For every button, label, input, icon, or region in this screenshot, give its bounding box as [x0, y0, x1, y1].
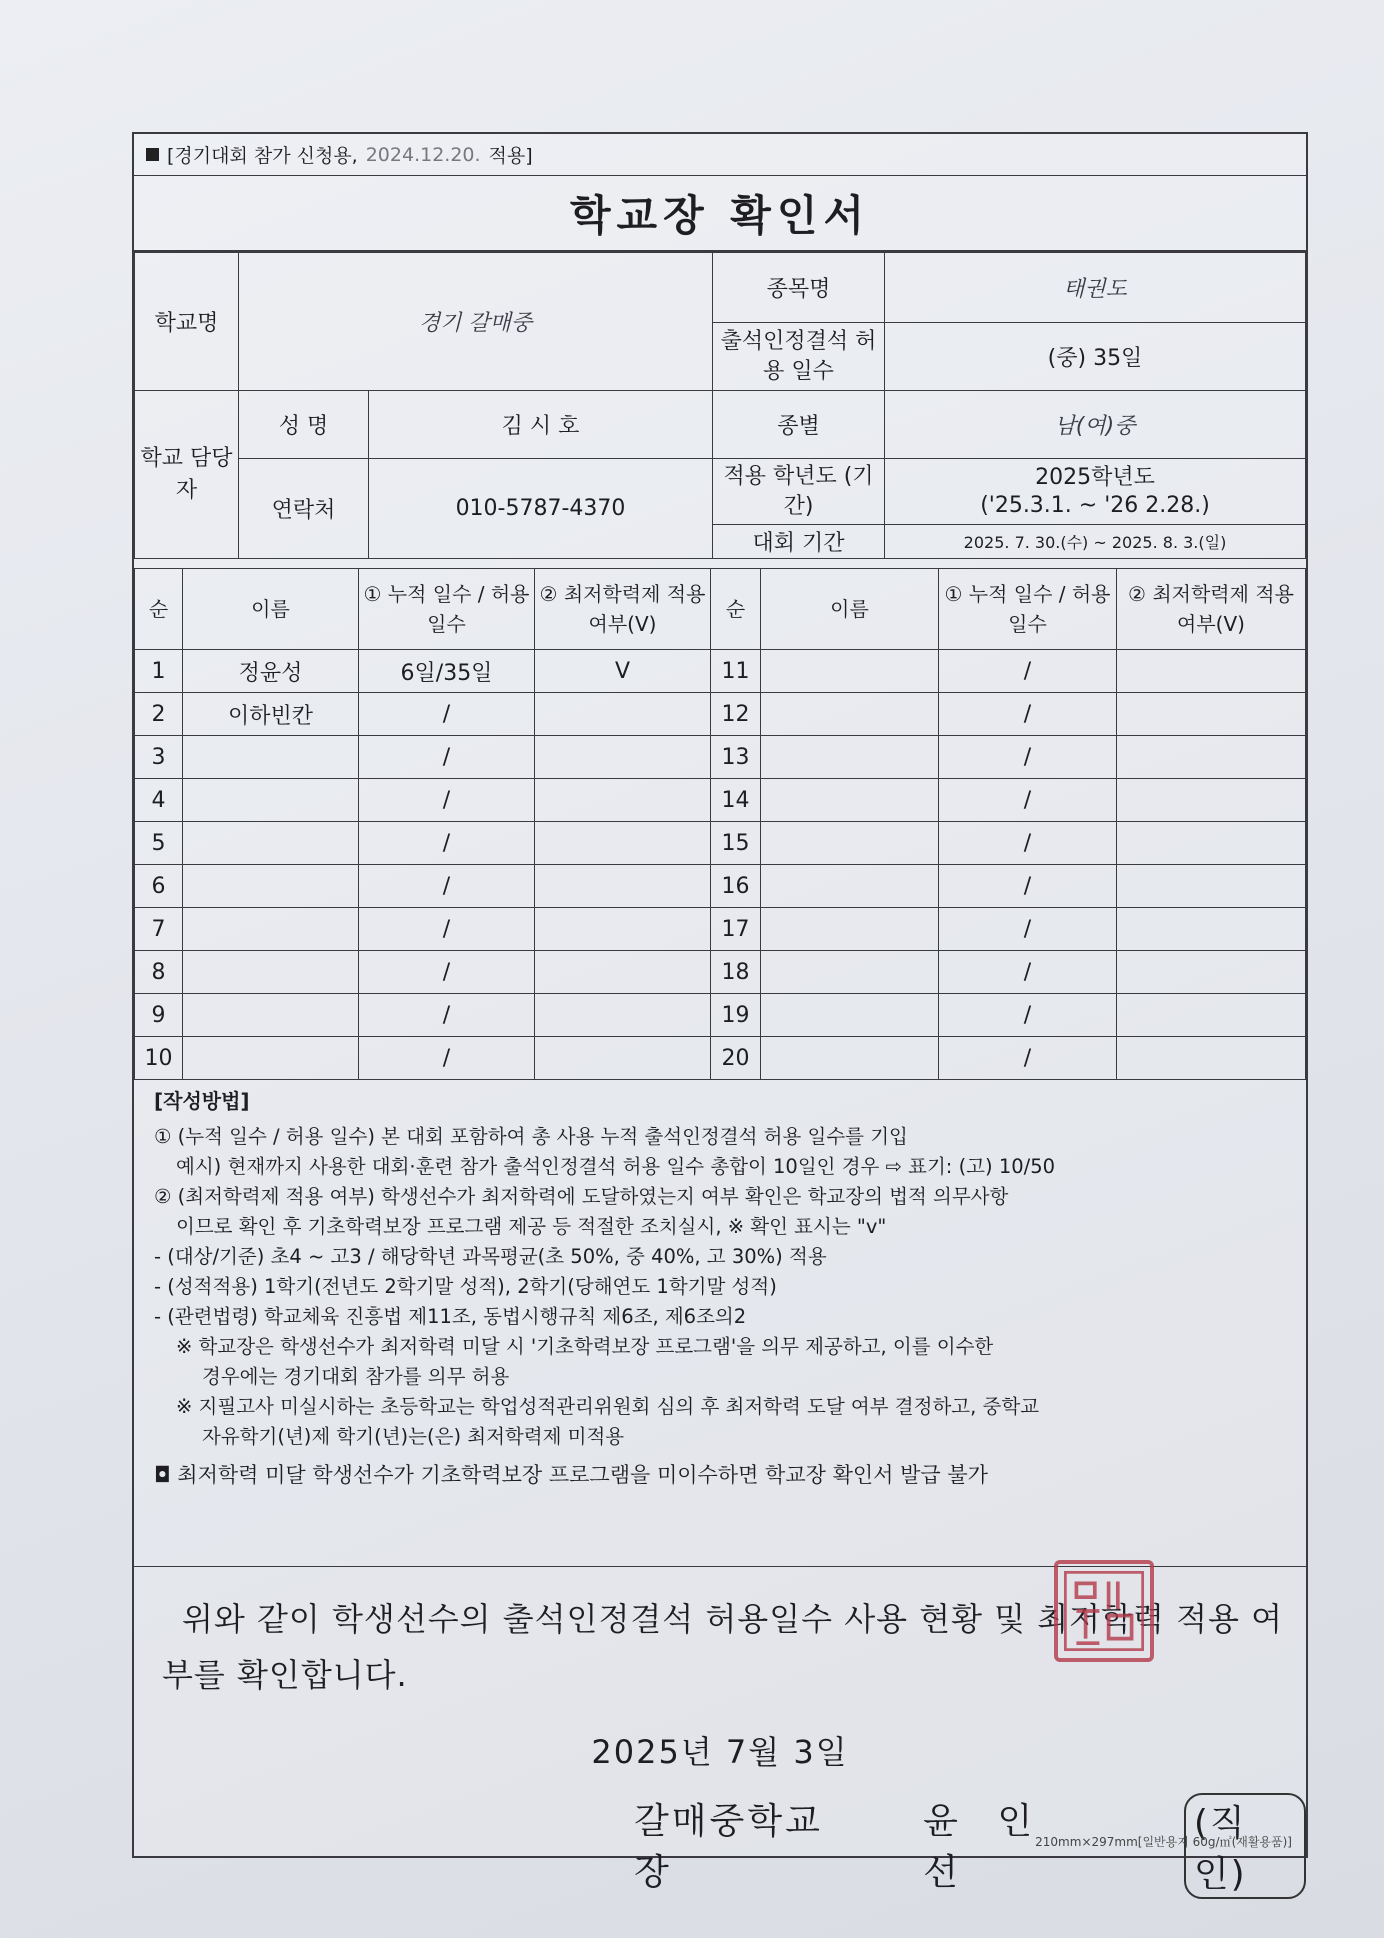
- manager-label: 학교 담당자: [135, 391, 239, 559]
- guide-line-4: - (성적적용) 1학기(전년도 2학기말 성적), 2학기(당해연도 1학기말 성적): [154, 1275, 777, 1298]
- square-bullet-icon: [146, 148, 159, 161]
- usage-suffix: 적용]: [488, 145, 533, 167]
- row-days: /: [359, 951, 535, 994]
- table-row: [135, 951, 1306, 994]
- row-name: [761, 693, 939, 736]
- guide-line-7: ※ 지필고사 미실시하는 초등학교는 학업성적관리위원회 심의 후 최저학력 도달 여부 결정하고, 중학교: [176, 1395, 1040, 1418]
- col-no-right: 순: [711, 569, 761, 650]
- row-days: /: [939, 865, 1117, 908]
- school-label: 학교명: [135, 253, 239, 391]
- row-no: 20: [711, 1037, 761, 1080]
- row-name: [183, 822, 359, 865]
- table-row: [135, 736, 1306, 779]
- table-row: [135, 994, 1306, 1037]
- school-value: 경기 갈매중: [239, 253, 713, 391]
- student-list-table: [134, 568, 1306, 1080]
- row-check: [535, 908, 711, 951]
- row-no: 18: [711, 951, 761, 994]
- sport-value: 태권도: [885, 253, 1306, 323]
- row-name: 이하빈칸: [183, 693, 359, 736]
- guide-line-7b: 자유학기(년)제 학기(년)는(은) 최저학력제 미적용: [202, 1425, 625, 1448]
- guide-line-6: ※ 학교장은 학생선수가 최저학력 미달 시 '기초학력보장 프로그램'을 의무 제공하고, 이를 이수한: [176, 1335, 994, 1358]
- seal-label: (직인): [1184, 1793, 1306, 1899]
- row-days: /: [939, 693, 1117, 736]
- row-check: [1117, 994, 1306, 1037]
- row-no: 8: [135, 951, 183, 994]
- row-name: [761, 994, 939, 1037]
- row-days: /: [939, 650, 1117, 693]
- guide-line-5: - (관련법령) 학교체육 진흥법 제11조, 동법시행규칙 제6조, 제6조의2: [154, 1305, 747, 1328]
- row-days: /: [939, 1037, 1117, 1080]
- row-check: [535, 779, 711, 822]
- name-value: 김 시 호: [369, 391, 713, 459]
- row-check: [535, 994, 711, 1037]
- gender-value: 남(여)중: [885, 391, 1306, 459]
- row-name: [761, 650, 939, 693]
- row-days: /: [939, 736, 1117, 779]
- row-check: [535, 822, 711, 865]
- row-no: 16: [711, 865, 761, 908]
- row-days: /: [359, 908, 535, 951]
- row-name: [183, 779, 359, 822]
- col-name-right: 이름: [761, 569, 939, 650]
- row-days: /: [359, 736, 535, 779]
- allow-value: (중) 35일: [885, 323, 1306, 391]
- row-no: 3: [135, 736, 183, 779]
- row-check: V: [535, 650, 711, 693]
- row-check: [1117, 736, 1306, 779]
- row-days: /: [939, 822, 1117, 865]
- row-no: 15: [711, 822, 761, 865]
- row-name: [761, 951, 939, 994]
- row-check: [1117, 1037, 1306, 1080]
- col-min-right: ② 최저학력제 적용 여부(V): [1117, 569, 1306, 650]
- row-check: [535, 736, 711, 779]
- guide-line-6b: 경우에는 경기대회 참가를 의무 허용: [202, 1365, 510, 1388]
- row-no: 12: [711, 693, 761, 736]
- table-row: [135, 693, 1306, 736]
- row-no: 14: [711, 779, 761, 822]
- row-name: [761, 1037, 939, 1080]
- seal-graphic: [1058, 1564, 1150, 1658]
- row-no: 17: [711, 908, 761, 951]
- row-days: /: [359, 1037, 535, 1080]
- guide-line-3: - (대상/기준) 초4 ~ 고3 / 해당학년 과목평균(초 50%, 중 40%, 고 30%) 적용: [154, 1245, 827, 1268]
- row-no: 4: [135, 779, 183, 822]
- year-label: 적용 학년도 (기간): [713, 459, 885, 525]
- row-name: [761, 822, 939, 865]
- usage-label: [경기대회 참가 신청용,: [167, 145, 358, 167]
- list-header-row: [135, 569, 1306, 650]
- sport-label: 종목명: [713, 253, 885, 323]
- row-no: 6: [135, 865, 183, 908]
- row-name: [183, 994, 359, 1037]
- period-value: 2025. 7. 30.(수) ~ 2025. 8. 3.(일): [885, 525, 1306, 559]
- row-days: /: [939, 908, 1117, 951]
- row-days: /: [359, 865, 535, 908]
- row-no: 10: [135, 1037, 183, 1080]
- row-check: [1117, 693, 1306, 736]
- row-check: [535, 1037, 711, 1080]
- row-check: [535, 693, 711, 736]
- period-label: 대회 기간: [713, 525, 885, 559]
- col-min-left: ② 최저학력제 적용 여부(V): [535, 569, 711, 650]
- row-days: /: [359, 693, 535, 736]
- info-table: [134, 252, 1306, 559]
- guide-final-note: ◘ 최저학력 미달 학생선수가 기초학력보장 프로그램을 미이수하면 학교장 확인서 발급 불가: [154, 1463, 988, 1487]
- col-days-right: ① 누적 일수 / 허용 일수: [939, 569, 1117, 650]
- row-name: 정윤성: [183, 650, 359, 693]
- row-days: /: [359, 994, 535, 1037]
- row-check: [1117, 951, 1306, 994]
- row-name: [761, 736, 939, 779]
- guide-line-1: ① (누적 일수 / 허용 일수) 본 대회 포함하여 총 사용 누적 출석인정결석 허용 일수를 기입: [154, 1125, 908, 1148]
- row-days: /: [939, 951, 1117, 994]
- col-days-left: ① 누적 일수 / 허용 일수: [359, 569, 535, 650]
- gender-label: 종별: [713, 391, 885, 459]
- row-days: /: [359, 779, 535, 822]
- table-row: [135, 865, 1306, 908]
- row-check: [535, 951, 711, 994]
- table-row: [135, 908, 1306, 951]
- year-value: 2025학년도: [1035, 464, 1155, 490]
- table-row: [135, 779, 1306, 822]
- row-name: [183, 736, 359, 779]
- row-name: [761, 908, 939, 951]
- contact-label: 연락처: [239, 459, 369, 559]
- row-name: [761, 779, 939, 822]
- principal-title: 갈매중학교장: [634, 1801, 823, 1893]
- form-usage-note: [134, 134, 1306, 176]
- row-no: 1: [135, 650, 183, 693]
- row-days: /: [359, 822, 535, 865]
- col-name-left: 이름: [183, 569, 359, 650]
- row-check: [1117, 908, 1306, 951]
- usage-date: 2024.12.20.: [365, 143, 481, 166]
- table-row: [135, 1037, 1306, 1080]
- row-name: [183, 908, 359, 951]
- year-range: ('25.3.1. ~ '26 2.28.): [980, 492, 1210, 518]
- row-check: [1117, 865, 1306, 908]
- row-no: 13: [711, 736, 761, 779]
- table-row: [135, 650, 1306, 693]
- row-no: 19: [711, 994, 761, 1037]
- row-check: [1117, 822, 1306, 865]
- allow-label: 출석인정결석 허용 일수: [713, 323, 885, 391]
- guide-line-2: ② (최저학력제 적용 여부) 학생선수가 최저학력에 도달하였는지 여부 확인은 학교장의 법적 의무사항: [154, 1185, 1009, 1208]
- row-no: 5: [135, 822, 183, 865]
- row-no: 11: [711, 650, 761, 693]
- guide-line-1b: 예시) 현재까지 사용한 대회·훈련 참가 출석인정결석 허용 일수 총합이 10일인 경우 ⇨ 표기: (고) 10/50: [176, 1155, 1056, 1178]
- guide-heading: [작성방법]: [154, 1089, 250, 1113]
- paper-spec: 210mm×297mm[일반용지 60g/㎡(재활용품)]: [1035, 1835, 1292, 1849]
- row-days: /: [939, 779, 1117, 822]
- contact-value: 010-5787-4370: [369, 459, 713, 559]
- table-row: [135, 822, 1306, 865]
- row-no: 7: [135, 908, 183, 951]
- official-seal-icon: [1054, 1560, 1154, 1662]
- row-days: 6일/35일: [359, 650, 535, 693]
- name-label: 성 명: [239, 391, 369, 459]
- form-title: 학교장 확인서: [134, 176, 1306, 252]
- confirmation-text: 위와 같이 학생선수의 출석인정결석 허용일수 사용 현황 및 최저학력 적용 여부를 확인합니다.: [162, 1600, 1283, 1694]
- row-name: [183, 865, 359, 908]
- guide-line-2b: 이므로 확인 후 기초학력보장 프로그램 제공 등 적절한 조치실시, ※ 확인 표시는 "v": [176, 1215, 887, 1238]
- confirmation-date: 2025년 7월 3일: [591, 1733, 849, 1771]
- row-name: [761, 865, 939, 908]
- row-no: 2: [135, 693, 183, 736]
- row-check: [535, 865, 711, 908]
- year-cell: [885, 459, 1306, 525]
- row-name: [183, 951, 359, 994]
- principal-name: 윤 인 선: [923, 1801, 1047, 1893]
- row-check: [1117, 650, 1306, 693]
- row-no: 9: [135, 994, 183, 1037]
- row-check: [1117, 779, 1306, 822]
- row-days: /: [939, 994, 1117, 1037]
- writing-guide: [154, 1086, 1290, 1490]
- col-no-left: 순: [135, 569, 183, 650]
- row-name: [183, 1037, 359, 1080]
